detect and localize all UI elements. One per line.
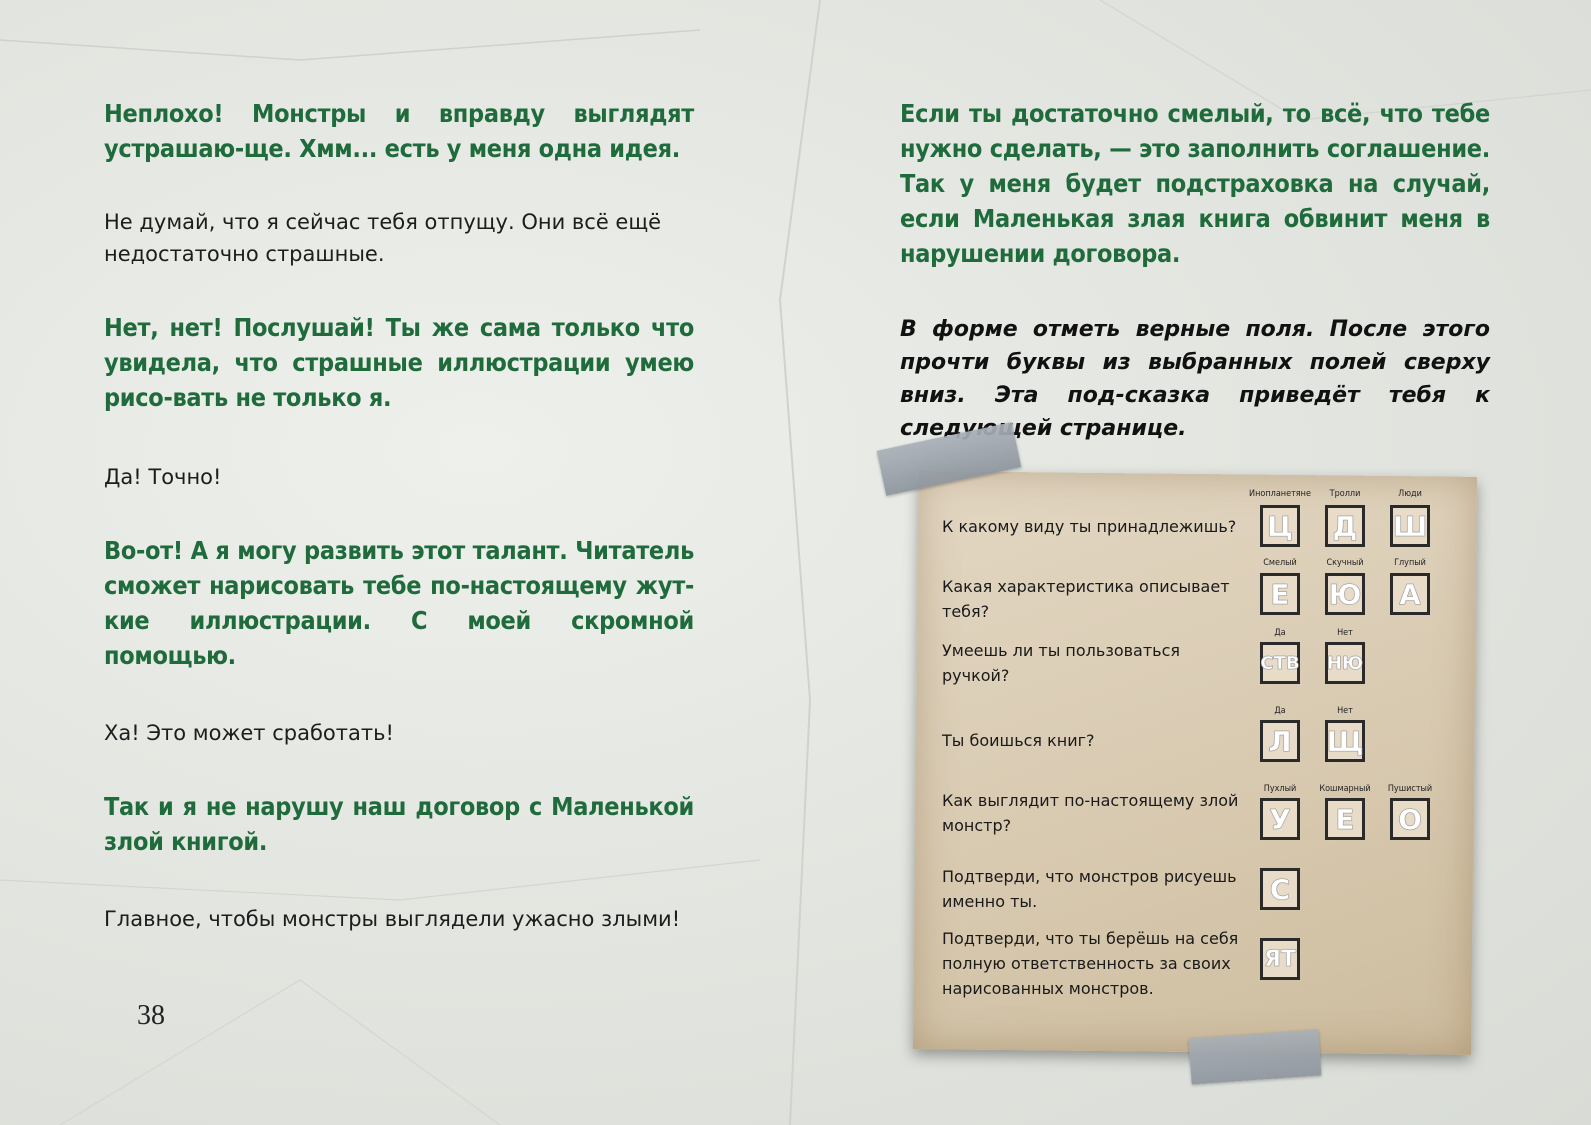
form-question-monster: Как выглядит по-настоящему злой монстр?	[942, 791, 1239, 835]
checkbox-brave[interactable]: Е	[1260, 573, 1300, 615]
checkbox-boring[interactable]: Ю	[1325, 573, 1365, 615]
instruction-text: В форме отметь верные поля. После этого прочти буквы из выбранных полей сверху вниз. Эта под-сказка приведёт тебя к следующей странице.	[900, 317, 1490, 441]
page-number: 38	[137, 1000, 165, 1031]
tape-bottom	[1189, 1030, 1322, 1085]
dialogue-black-2: Да! Точно!	[104, 465, 222, 489]
option-label: Инопланетяне	[1249, 489, 1311, 499]
checkbox-books-yes[interactable]: Л	[1260, 720, 1300, 762]
option-label: Скучный	[1326, 558, 1364, 568]
left-page	[104, 96, 694, 935]
checkbox-fluffy[interactable]: О	[1390, 798, 1430, 840]
checkbox-confirm-draw[interactable]: С	[1260, 868, 1300, 910]
checkbox-aliens[interactable]: Ц	[1260, 505, 1300, 547]
right-page	[900, 96, 1490, 445]
form-question-pen: Умеешь ли ты пользоваться ручкой?	[942, 641, 1181, 685]
option-label: Пухлый	[1263, 784, 1297, 794]
form-question-confirm-draw: Подтверди, что монстров рисуешь именно ты.	[942, 867, 1237, 911]
dialogue-green-4: Так и я не нарушу наш договор с Маленькой злой книгой.	[104, 792, 694, 856]
form-question-books: Ты боишься книг?	[942, 731, 1095, 750]
checkbox-humans[interactable]: Ш	[1390, 505, 1430, 547]
checkbox-trolls[interactable]: Д	[1325, 505, 1365, 547]
option-label: Пушистый	[1387, 784, 1433, 794]
option-label: Глупый	[1394, 558, 1426, 568]
option-label: Нет	[1337, 628, 1353, 638]
dialogue-black-3: Ха! Это может сработать!	[104, 721, 394, 745]
option-label: Смелый	[1263, 558, 1297, 568]
dialogue-green-3: Во-от! А я могу развить этот талант. Читатель сможет нарисовать тебе по-настоящему жут-кие иллюстрации. С моей скромной помощью.	[104, 536, 694, 670]
dialogue-black-1: Не думай, что я сейчас тебя отпущу. Они всё ещё недостаточно страшные.	[104, 210, 662, 266]
option-label: Тролли	[1329, 489, 1361, 499]
option-label: Да	[1274, 628, 1286, 638]
checkbox-responsibility[interactable]: ЯТ	[1260, 938, 1300, 980]
checkbox-chubby[interactable]: У	[1260, 798, 1300, 840]
checkbox-books-no[interactable]: Щ	[1325, 720, 1365, 762]
dialogue-green-2: Нет, нет! Послушай! Ты же сама только что увидела, что страшные иллюстрации умею рисо-вать не только я.	[104, 313, 694, 412]
form-question-trait: Какая характеристика описывает тебя?	[942, 577, 1230, 621]
checkbox-pen-no[interactable]: НЮ	[1325, 642, 1365, 684]
option-label: Кошмарный	[1319, 784, 1371, 794]
dialogue-black-4: Главное, чтобы монстры выглядели ужасно злыми!	[104, 907, 681, 931]
option-label: Люди	[1398, 489, 1422, 499]
checkbox-pen-yes[interactable]: СТВ	[1260, 642, 1300, 684]
option-label: Да	[1274, 706, 1286, 716]
checkbox-nightmare[interactable]: Е	[1325, 798, 1365, 840]
form-question-species: К какому виду ты принадлежишь?	[942, 517, 1237, 536]
form-question-responsibility: Подтверди, что ты берёшь на себя полную ответственность за своих нарисованных монстров.	[942, 929, 1239, 998]
checkbox-stupid[interactable]: А	[1390, 573, 1430, 615]
dialogue-green-5: Если ты достаточно смелый, то всё, что тебе нужно сделать, — это заполнить соглашение. Так у меня будет подстраховка на случай, если Маленькая злая книга обвинит меня в нарушении договора.	[900, 99, 1490, 268]
option-label: Нет	[1337, 706, 1353, 716]
dialogue-green-1: Неплохо! Монстры и вправду выглядят устрашаю-ще. Хмм... есть у меня одна идея.	[104, 99, 694, 163]
